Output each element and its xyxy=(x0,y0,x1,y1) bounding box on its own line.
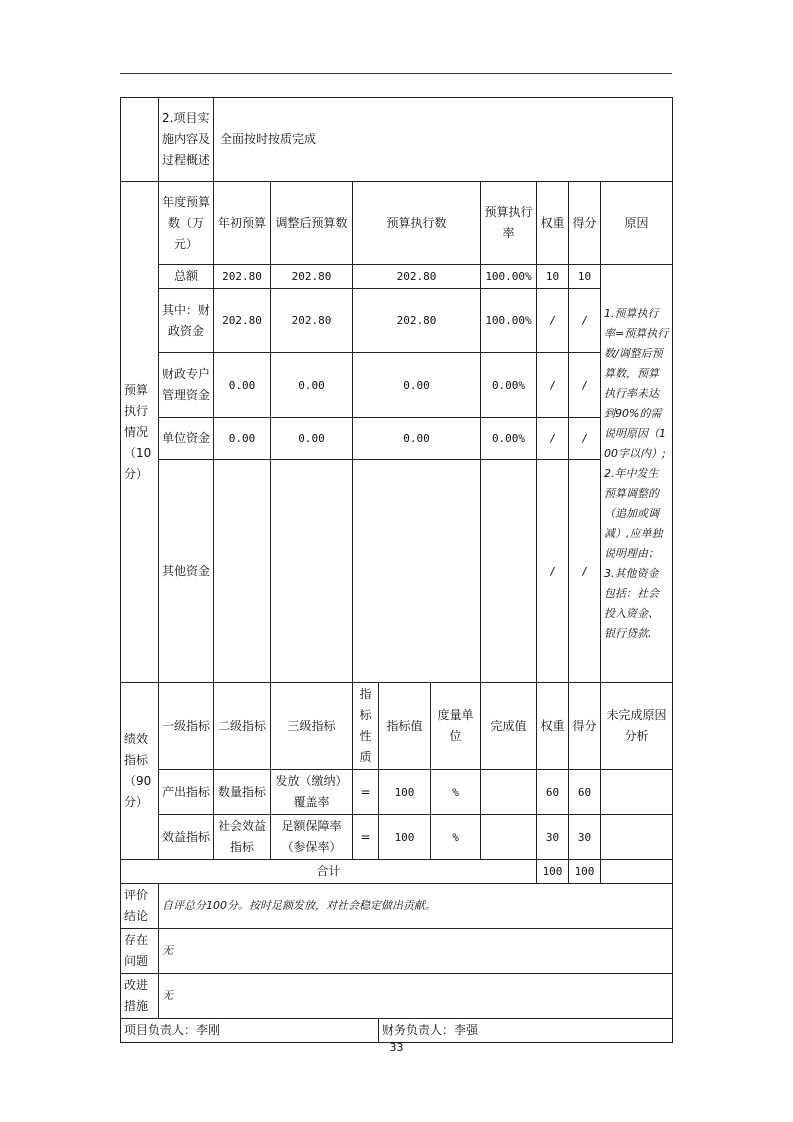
execution-rate: 0.00% xyxy=(481,353,537,418)
budget-row xyxy=(121,265,673,289)
performance-row xyxy=(121,770,673,815)
executed-budget: 202.80 xyxy=(353,289,481,353)
performance-header: 指标性质 xyxy=(353,683,379,770)
executed-budget xyxy=(353,460,481,683)
initial-budget: 202.80 xyxy=(214,289,271,353)
level2-indicator: 社会效益指标 xyxy=(214,815,271,860)
level1-indicator: 效益指标 xyxy=(159,815,214,860)
budget-header: 预算执行率 xyxy=(481,182,537,265)
reason-note: 1.预算执行率=预算执行数/调整后预算数，预算执行率未达到90%的需说明原因（100字以内）;2.年中发生预算调整的（追加或调减）,应单独说明理由；3.其他资金包括：社会投入资金、银行贷款. xyxy=(601,265,673,683)
budget-header-row xyxy=(121,182,673,265)
performance-header: 二级指标 xyxy=(214,683,271,770)
problems-label: 存在问题 xyxy=(121,929,159,974)
total-score: 100 xyxy=(569,860,601,884)
performance-header: 未完成原因分析 xyxy=(601,683,673,770)
project-lead: 项目负责人：李刚 xyxy=(121,1019,379,1043)
level2-indicator: 数量指标 xyxy=(214,770,271,815)
row-name: 单位资金 xyxy=(159,418,214,460)
weight: / xyxy=(537,353,569,418)
problems-text: 无 xyxy=(159,929,673,974)
header-rule xyxy=(120,73,672,74)
executed-budget: 0.00 xyxy=(353,418,481,460)
indicator-value: 100 xyxy=(379,770,431,815)
executed-budget: 202.80 xyxy=(353,265,481,289)
completed-value xyxy=(481,815,537,860)
budget-row xyxy=(121,289,673,353)
performance-row xyxy=(121,815,673,860)
performance-header: 三级指标 xyxy=(271,683,353,770)
total-label: 合计 xyxy=(121,860,537,884)
row-name: 其他资金 xyxy=(159,460,214,683)
total-row xyxy=(121,860,673,884)
measures-row xyxy=(121,974,673,1019)
row-name: 其中：财政资金 xyxy=(159,289,214,353)
budget-row xyxy=(121,353,673,418)
initial-budget: 0.00 xyxy=(214,353,271,418)
finance-lead: 财务负责人：李强 xyxy=(379,1019,673,1043)
unit: % xyxy=(431,770,481,815)
measures-text: 无 xyxy=(159,974,673,1019)
budget-header: 年度预算数（万元） xyxy=(159,182,214,265)
executed-budget: 0.00 xyxy=(353,353,481,418)
conclusion-label: 评价结论 xyxy=(121,884,159,929)
execution-rate: 0.00% xyxy=(481,418,537,460)
weight: / xyxy=(537,289,569,353)
score: / xyxy=(569,289,601,353)
level3-indicator: 发放（缴纳）覆盖率 xyxy=(271,770,353,815)
performance-header: 权重 xyxy=(537,683,569,770)
budget-header: 年初预算 xyxy=(214,182,271,265)
budget-header: 得分 xyxy=(569,182,601,265)
score: / xyxy=(569,353,601,418)
performance-section-label: 绩效指标（90分） xyxy=(121,683,159,860)
overview-row xyxy=(121,98,673,182)
adjusted-budget: 202.80 xyxy=(271,289,353,353)
score: 30 xyxy=(569,815,601,860)
adjusted-budget: 202.80 xyxy=(271,265,353,289)
blank-cell xyxy=(601,860,673,884)
weight: 60 xyxy=(537,770,569,815)
budget-header: 调整后预算数 xyxy=(271,182,353,265)
budget-row xyxy=(121,418,673,460)
budget-section-label: 预算执行情况（10分） xyxy=(121,182,159,683)
signers-row xyxy=(121,1019,673,1043)
weight: 30 xyxy=(537,815,569,860)
budget-row xyxy=(121,460,673,683)
initial-budget: 202.80 xyxy=(214,265,271,289)
initial-budget: 0.00 xyxy=(214,418,271,460)
conclusion-row xyxy=(121,884,673,929)
performance-header: 一级指标 xyxy=(159,683,214,770)
execution-rate: 100.00% xyxy=(481,265,537,289)
weight: 10 xyxy=(537,265,569,289)
row-name: 总额 xyxy=(159,265,214,289)
performance-header: 指标值 xyxy=(379,683,431,770)
overview-label: 2.项目实施内容及过程概述 xyxy=(159,98,214,182)
score: 10 xyxy=(569,265,601,289)
evaluation-table xyxy=(120,97,673,1043)
budget-header: 原因 xyxy=(601,182,673,265)
adjusted-budget: 0.00 xyxy=(271,353,353,418)
score: / xyxy=(569,418,601,460)
level1-indicator: 产出指标 xyxy=(159,770,214,815)
incomplete-reason xyxy=(601,815,673,860)
score: / xyxy=(569,460,601,683)
measures-label: 改进措施 xyxy=(121,974,159,1019)
weight: / xyxy=(537,418,569,460)
execution-rate xyxy=(481,460,537,683)
adjusted-budget: 0.00 xyxy=(271,418,353,460)
adjusted-budget xyxy=(271,460,353,683)
blank-cell xyxy=(121,98,159,182)
performance-header: 得分 xyxy=(569,683,601,770)
performance-header: 完成值 xyxy=(481,683,537,770)
page-number: 33 xyxy=(389,1041,404,1054)
unit: % xyxy=(431,815,481,860)
budget-header: 权重 xyxy=(537,182,569,265)
execution-rate: 100.00% xyxy=(481,289,537,353)
initial-budget xyxy=(214,460,271,683)
total-weight: 100 xyxy=(537,860,569,884)
performance-header: 度量单位 xyxy=(431,683,481,770)
problems-row xyxy=(121,929,673,974)
indicator-value: 100 xyxy=(379,815,431,860)
weight: / xyxy=(537,460,569,683)
row-name: 财政专户管理资金 xyxy=(159,353,214,418)
performance-header-row xyxy=(121,683,673,770)
completed-value xyxy=(481,770,537,815)
level3-indicator: 足额保障率（参保率） xyxy=(271,815,353,860)
incomplete-reason xyxy=(601,770,673,815)
budget-header: 预算执行数 xyxy=(353,182,481,265)
score: 60 xyxy=(569,770,601,815)
conclusion-text: 自评总分100分。按时足额发放，对社会稳定做出贡献。 xyxy=(159,884,673,929)
indicator-nature: = xyxy=(353,770,379,815)
overview-content: 全面按时按质完成 xyxy=(214,98,673,182)
indicator-nature: = xyxy=(353,815,379,860)
